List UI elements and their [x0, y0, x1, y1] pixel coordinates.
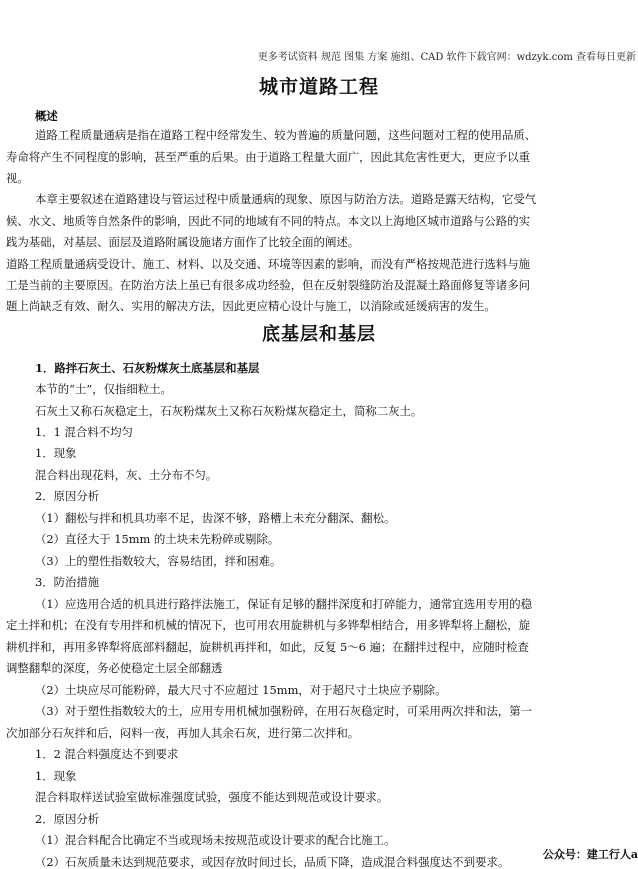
section-heading: 1．路拌石灰土、石灰粉煤灰土底基层和基层	[35, 361, 260, 375]
overview-line: 工是当前的主要原因。在防治方法上虽已有很多成功经验，但在反射裂缝防治及混凝土路面修复等诸多问	[6, 278, 530, 292]
overview-line: 本章主要叙述在道路建设与管运过程中质量通病的现象、原因与防治方法。道路是露天结构，它受气	[35, 192, 537, 206]
overview-heading: 概述	[35, 109, 58, 123]
section-line: 本节的“土”，仅指细粒土。	[35, 382, 172, 396]
section-line: 1．现象	[35, 769, 77, 783]
section-line: 调整翻犁的深度，务必使稳定土层全部翻透	[6, 661, 223, 675]
section-line: 混合料取样送试验室做标准强度试验，强度不能达到规范或设计要求。	[35, 790, 389, 804]
section-line: （1）混合料配合比确定不当或现场未按规范或设计要求的配合比施工。	[35, 833, 396, 847]
overview-line: 视。	[6, 171, 29, 185]
overview-line: 候、水文、地质等自然条件的影响，因此不同的地域有不同的特点。本文以上海地区城市道路与公路的实	[6, 214, 530, 228]
section-line: 1．2 混合料强度达不到要求	[35, 747, 179, 761]
section-line: 2．原因分析	[35, 489, 100, 503]
section-line: 耕机拌和，再用多铧犁将底部料翻起，旋耕机再拌和，如此，反复 5～6 遍；在翻拌过程中，应随时检查	[6, 640, 529, 654]
section-line: 1．1 混合料不均匀	[35, 425, 133, 439]
overview-line: 道路工程质量通病是指在道路工程中经常发生、较为普遍的质量问题，这些问题对工程的使用品质、	[35, 128, 537, 142]
section-line: 石灰土又称石灰稳定土，石灰粉煤灰土又称石灰粉煤灰稳定土，简称二灰土。	[35, 404, 423, 418]
section-line: （1）应选用合适的机具进行路拌法施工，保证有足够的翻拌深度和打碎能力，通常宜选用专用的稳	[35, 597, 533, 611]
section-line: 2．原因分析	[35, 812, 100, 826]
overview-line: 道路工程质量通病受设计、施工、材料、以及交通、环境等因素的影响，而没有严格按规范进行选料与施	[6, 257, 530, 271]
overview-line: 践为基础，对基层、面层及道路附属设施诸方面作了比较全面的阐述。	[6, 235, 360, 249]
section-line: 3．防治措施	[35, 575, 100, 589]
section-line: （3）上的塑性指数较大，容易结团，拌和困难。	[35, 554, 282, 568]
section-line: 定土拌和机；在没有专用拌和机械的情况下，也可用农用旋耕机与多铧犁相结合，用多铧犁将上翻松，旋	[6, 618, 530, 632]
section-line: 次加部分石灰拌和后，闷料一夜，再加人其余石灰，进行第二次拌和。	[6, 726, 360, 740]
section-line: 1．现象	[35, 446, 77, 460]
section-line: 混合料出现花料，灰、土分布不匀。	[35, 468, 218, 482]
section-line: （3）对于塑性指数较大的土，应用专用机械加强粉碎，在用石灰稳定时，可采用两次拌和法，第一	[35, 704, 533, 718]
wechat-watermark: 公众号：建工行人a	[539, 846, 638, 862]
section-line: （1）翻松与拌和机具功率不足，齿深不够，路槽上未充分翻深、翻松。	[35, 511, 396, 525]
overview-line: 寿命将产生不同程度的影响，甚至严重的后果。由于道路工程量大面广，因此其危害性更大，更应予以重	[6, 150, 530, 164]
section-line: （2）石灰质量未达到规范要求，或因存放时间过长，品质下降，造成混合料强度达不到要求。	[35, 855, 510, 869]
overview-line: 题上尚缺乏有效、耐久、实用的解决方法，因此更应精心设计与施工，以消除或延缓病害的发生。	[6, 299, 496, 313]
download-site-header: 更多考试资料 规范 图集 方案 施组、CAD 软件下载官网：wdzyk.com 查看每日更新	[257, 52, 636, 63]
document-title: 城市道路工程	[258, 76, 379, 98]
section-title: 底基层和基层	[262, 324, 376, 345]
section-line: （2）直径大于 15mm 的土块未先粉碎或剔除。	[35, 532, 280, 546]
section-line: （2）土块应尽可能粉碎，最大尺寸不应超过 15mm，对于超尺寸土块应予剔除。	[35, 683, 447, 697]
